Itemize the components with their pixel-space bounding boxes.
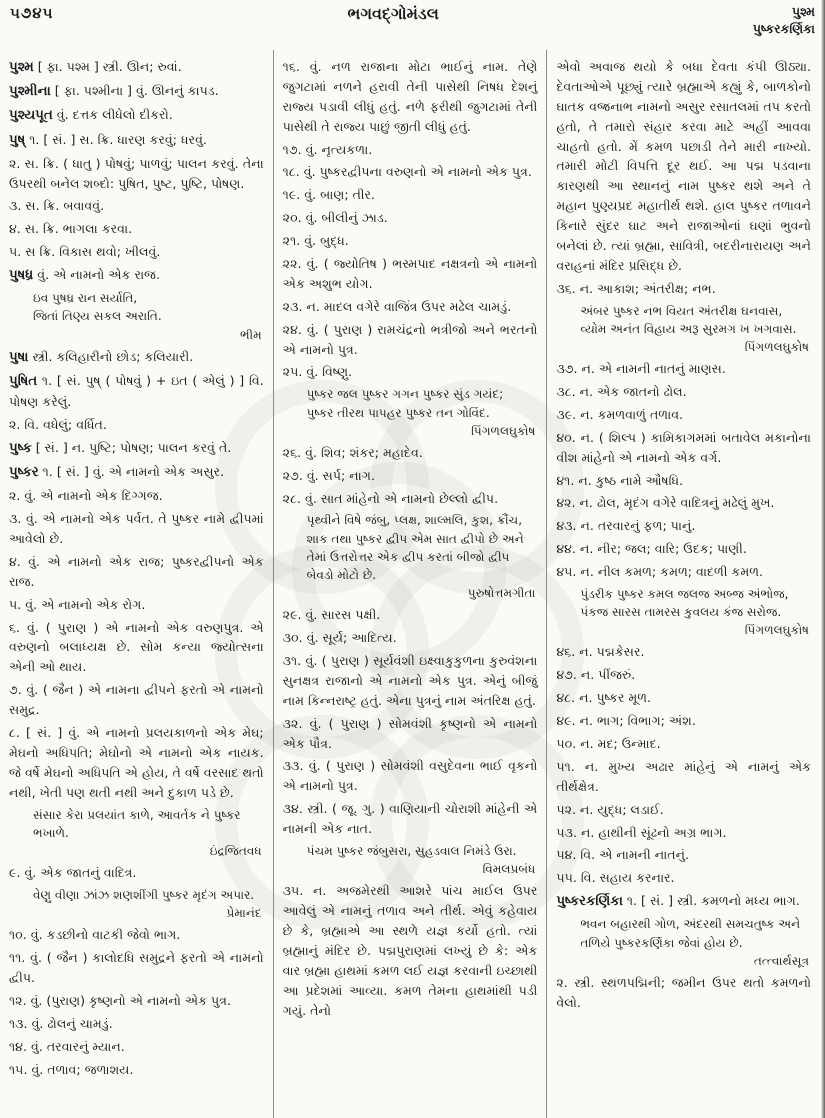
sense-item: ૫. વું. એ નામનો એક રોગ. <box>9 596 146 612</box>
column-1 <box>0 50 273 1118</box>
sense-item: ૧૧. વું. ( જૈન ) કાલોદધિ સમુદ્રને ફરતો એ નામનો દ્વીપ. <box>9 950 264 985</box>
guide-word-last: પુષ્કરકર્ણિકા <box>752 20 815 36</box>
scan-edge-shadow <box>821 0 825 1118</box>
sense-item: ૨૫. વું. વિષ્ણુ. <box>282 364 353 380</box>
sense-item: ૨૯. વું. સારસ પક્ષી. <box>282 607 381 623</box>
verse-attribution: પ્રેમાનંદ <box>226 906 262 921</box>
verse-quote <box>9 806 264 860</box>
sense-item: ૧૬. વું. નળ રાજાના મોટા ભાઈનું નામ. તેણે જુગટામાં નળને હરાવી તેની પાસેથી નિષધ દેશનું રાજ્ય પડાવી લીધું હતું. નળે ફરીથી જુગટામાં તેની પાસેથી તે રાજ્ય પાછું જીતી લીધું હતું. <box>282 59 538 134</box>
sense-item: ૧૨. વું. (પુરાણ) કૃષ્ણનો એ નામનો એક પુત્ર. <box>9 992 231 1008</box>
sense-item: ૬. વું. ( પુરાણ ) એ નામનો એક વરુણપુત્ર. એ વરુણનો બલાધ્યક્ષ છે. સોમ કન્યા જ્યોત્સના એની ઓ થાય. <box>9 619 264 675</box>
verse-quote <box>556 302 811 356</box>
entry-body: ૧. [ સં. ] વું. એ નામનો એક અસુર. <box>42 464 225 480</box>
dictionary-entry <box>9 371 264 412</box>
entry-body: વું. એ નામનો એક રાજ. <box>37 267 160 283</box>
headword: પુશ્મીના <box>9 84 51 100</box>
dictionary-entry <box>556 891 811 912</box>
sense-item: ૧૫. વું. તળાવ; જળાશય. <box>9 1061 134 1077</box>
dictionary-entry <box>9 462 264 483</box>
sense-item: ૪૧. ન. કુષ્ઠ નામે ઔષધિ. <box>556 472 684 488</box>
sense-item: ૪. સ. ક્રિ. ભાગલા કરવા. <box>9 221 133 237</box>
sense-item: ૪૬. ન. પદ્મકેસર. <box>556 644 645 660</box>
sense-item: ૧૭. વું. નૃત્યકળા. <box>282 141 373 157</box>
verse-line: અંબર પુષ્કર નભ વિયત અંતરીક્ષ ઘનવાસ, <box>580 303 783 318</box>
verse-quote <box>9 886 264 922</box>
page-number: ૫૭૪૫ <box>10 4 54 22</box>
sense-item: ૨૮. વું. સાત માંહેનો એ નામનો છેલ્લો દ્વીપ. <box>282 490 499 506</box>
dictionary-entry <box>9 130 264 151</box>
verse-line: પૃથ્વીને વિષે જંબુ, પ્લક્ષ, શાલ્મલિ, કુશ, ક્રૌંચ, શાક તથા પુષ્કર દ્વીપ એમ સાત દ્વીપો છે અને તેમાં ઉત્તરોત્તર એક દ્વીપ કરતાં બીજો દ્વીપ બેવડો મોટો છે. <box>306 513 524 582</box>
guide-word-first: પુશ્મ <box>791 4 815 19</box>
sense-item: ૩૮. ન. એક જાતનો ઢોલ. <box>556 384 687 399</box>
sense-item: ૪૪. ન. નીર; જલ; વારિ; ઉદક; પાણી. <box>556 541 747 557</box>
sense-item: ૫૨. ન. યુદ્ધ; લડાઈ. <box>556 801 664 817</box>
entry-body: ૧. [ સં. ] સ્ત્રી. કમળનો મધ્ય ભાગ. <box>626 893 800 909</box>
verse-line: પુષ્કર જલ પુષ્કર ગગન પુષ્કર સુંડ ગયંદ; <box>306 387 504 402</box>
verse-line: જિતાં તિણ્ય સકલ અરાતિ. <box>33 309 162 324</box>
headword: પુષ્ <box>9 132 26 148</box>
sense-item: ૩૨. વું. ( પુરાણ ) સોમવંશી કૃષ્ણનો એ નામનો એક પૌત્ર. <box>282 715 538 751</box>
sense-item: ૩. સ. ક્રિ. બવાવવું. <box>9 198 105 214</box>
sense-item: ૧૮. વું. પુષ્કરદ્વીપના વરુણનો એ નામનો એક પુત્ર. <box>282 164 532 180</box>
sense-item: ૨૦. વું. બીલીનું ઝાડ. <box>282 210 388 226</box>
sense-item: ૪૮. ન. પુષ્કર મૂળ. <box>556 690 652 706</box>
sense-item: ૩૭. ન. એ નામની નાતનું માણસ. <box>556 361 726 377</box>
sense-item: ૫૧. ન. મુખ્ય અઢાર માંહેનું એ નામનું એક તીર્થક્ષેત્ર. <box>556 758 812 794</box>
sense-item: ૪૨. ન. ઢોલ, મૃદંગ વગેરે વાદિત્રનું મઢેલું મુખ. <box>556 495 775 511</box>
sense-item: ૨. સ. ક્રિ. ( ધાતુ ) પોષવું; પાળવું; પાલન કરવું. તેના ઉપરથી બનેલ શબ્દો: પુષિત, પુષ્ટ, પુષ્ટિ, પોષણ. <box>9 155 264 191</box>
headword: પુષધ્ર <box>9 268 34 284</box>
sense-item: ૩૪. સ્ત્રી. ( જૂ. ગુ. ) વાણિયાની ચોરાશી માંહેની એ નામની એક નાત. <box>282 801 538 837</box>
headword: પુષિત <box>9 373 38 389</box>
continued-text: એવો અવાજ થયો કે બધા દેવતા કંપી ઊઠ્યા. દેવતાઓએ પૂછ્યું ત્યારે બ્રહ્માએ કહ્યું કે, બાળકોનો ઘાતક વજ્રનાભ નામનો અસુર રસાતલમાં તપ કરતો હતો, તે તમારો સંહાર કરવા માટે અહીં આવવા ચાહતો હતો. મેં કમળ પછાડી તેને મારી નાખ્યો. તમારી મોટી વિપત્તિ દૂર થઈ. આ પદ્મ પડવાના કારણથી આ સ્થાનનું નામ પુષ્કર થશે અને તે મહાન પુણ્યપ્રદ મહાતીર્થ થશે. હાલ પુષ્કર તળાવને કિનારે સુંદર ઘાટ અને રાજાઓનાં ઘણાં ભુવનો બનેલાં છે. ત્યાં બ્રહ્મા, સાવિત્રી, બદરીનારાયણ અને વરાહનાં મંદિર પ્રસિદ્ધ છે. <box>556 59 812 273</box>
entry-body: વું. દત્તક લીધેલો દીકરો. <box>56 107 173 123</box>
sense-item: ૨૬. વું. શિવ; શંકર; મહાદેવ. <box>282 444 423 460</box>
verse-attribution: વિમલપ્રબંધ <box>482 862 536 877</box>
verse-quote <box>9 289 264 343</box>
sense-item: ૪૩. ન. તરવારનું ફળ; પાનું. <box>556 518 696 534</box>
sense-item: ૩. વું. એ નામનો એક પર્વત. તે પુષ્કર નામે દ્વીપમાં આવેલો છે. <box>9 511 264 546</box>
sense-item: ૨૩. ન. માદલ વગેરે વાજિંત્ર ઉપર મઢેલ ચામડું. <box>282 298 512 314</box>
sense-item: ૩૦. વું. સૂર્ય; આદિત્ય. <box>282 630 397 646</box>
headword: પુશ્યપૂત <box>9 108 53 124</box>
entry-body: સ્ત્રી. કલિહારીનો છોડ; કલિયારી. <box>32 348 194 364</box>
verse-line: ઇવ પુષધ્ર રાન સર્યાતિ, <box>33 291 138 306</box>
verse-line: વ્યોમ અનંત વિહાય અરૂ સુરમગ ખ ખગવાસ. <box>580 321 797 336</box>
sense-item: ૨૭. વું. સર્પ; નાગ. <box>282 467 375 483</box>
dictionary-entry <box>9 105 264 126</box>
sense-item: ૪. વું. એ નામનો એક રાજ; પુષ્કરદ્વીપનો એક રાજ. <box>9 553 264 589</box>
verse-line: સંસાર કેરા પ્રલયાંત કાળે, આવર્તક ને પુષ્કર ભખાળે. <box>33 807 241 840</box>
sense-item: ૫૩. ન. હાથીની સૂંઢનો અગ્ર ભાગ. <box>556 824 727 840</box>
sense-item: ૨. વિ. વધેલું; વર્ધિત. <box>9 416 107 432</box>
verse-attribution: ઇંદ્રજિતવધ <box>209 843 262 858</box>
sense-item: ૫૦. ન. મદ; ઉન્માદ. <box>556 736 661 751</box>
entry-body: [ ફા. પશ્મ ] સ્ત્રી. ઊન; રુવાં. <box>37 59 182 74</box>
verse-attribution: પિંગળલઘુકોષ <box>744 339 810 354</box>
sense-item: ૭. વું. ( જૈન ) એ નામના દ્વીપને ફરતો એ નામનો સમુદ્ર. <box>9 682 264 718</box>
sense-item: ૮. [ સં. ] વું. એ નામનો પ્રલયકાળનો એક મેઘ; મેઘનો અધિપતિ; મેઘોનો એ નામનો એક નાયક. જે વર્ષે મેઘનો અધિપતિ એ હોય, તે વર્ષે વરસાદ થતો નથી, ખેતી પણ થતી નથી અને દુકાળ પડે છે. <box>9 725 264 800</box>
sense-item: ૩૬. ન. આકાશ; અંતરીક્ષ; નભ. <box>556 280 716 296</box>
entry-body: [ સં. ] ન. પુષ્ટિ; પોષણ; પાલન કરવું તે. <box>35 439 232 455</box>
sense-item: ૧૪. વું. તરવારનું મ્યાન. <box>9 1038 125 1054</box>
dictionary-entry <box>9 347 264 368</box>
verse-attribution: પિંગળલઘુકોષ <box>471 423 536 438</box>
entry-body: [ ફા. પશ્મીના ] વું. ઊનનું કાપડ. <box>54 83 219 99</box>
sense-item: ૯. વું. એક જાતનું વાદિત્ર. <box>9 864 137 880</box>
entry-body: ૧. [ સં. ] સ. ક્રિ. ધારણ કરવું; ધરવું. <box>29 131 207 147</box>
dictionary-entry <box>9 81 264 102</box>
sense-item: ૧૯. વું. બાણ; તીર. <box>282 187 376 203</box>
book-title: ભગવદ્ગોમંડલ <box>347 4 439 23</box>
entry-body: ૧. [ સં. પુષ્ ( પોષવું ) + ઇત ( એલું ) ] વિ. પોષણ કરેલું. <box>9 372 264 410</box>
sense-item: ૩૩. વું. ( પુરાણ ) સોમવંશી વસુદેવના ભાઈ વૃકનો એ નામનો પુત્ર. <box>282 758 538 794</box>
verse-quote <box>556 915 811 969</box>
verse-line: પુષ્કર તીરથ પાપહર પુષ્કર તન ગોવિંદ. <box>306 405 490 420</box>
column-3 <box>546 50 820 1118</box>
headword: પુષ્ક <box>9 440 32 456</box>
sense-item: ૨૪. વું. ( પુરાણ ) રામચંદ્રનો ભત્રીજો અને ભરતનો એ નામનો પુત્ર. <box>282 321 538 357</box>
verse-quote <box>556 585 811 639</box>
sense-item: ૨૧. વું. બુદ્ધ. <box>282 233 349 249</box>
column-2 <box>273 50 547 1118</box>
sense-item: ૪૦. ન. ( શિલ્પ ) કામિકાગમમાં બતાવેલ મકાનોના વીશ માંહેનો એ નામનો એક વર્ગ. <box>556 429 812 465</box>
verse-quote <box>283 511 538 602</box>
verse-attribution: પુરુષોત્તમગીતા <box>467 586 536 601</box>
headword: પુષ્કર <box>9 465 39 481</box>
dictionary-entry <box>9 438 264 459</box>
verse-line: પુંડરીક પુષ્કર કમલ જલજ અબ્જ અંભોજ, <box>580 587 789 602</box>
sense-item: ૩૫. ન. અજમેરથી આશરે પાંચ માઈલ ઉપર આવેલું એ નામનું તળાવ અને તીર્થ. એવું કહેવાય છે કે, બ્રહ્માએ આ સ્થળે યજ્ઞ કર્યો હતો. ત્યાં બ્રહ્માનું મંદિર છે. પદ્મપુરાણમાં લખ્યું છે કે: એક વાર બ્રહ્મા હાથમાં કમળ લઈ યજ્ઞ કરવાની ઇચ્છાથી આ પ્રદેશમાં આવ્યા. કમળ તેમના હાથમાંથી પડી ગયું. તેનો <box>282 883 538 1018</box>
verse-quote <box>283 385 538 439</box>
verse-quote <box>283 842 538 878</box>
sense-item: ૨૨. વું. ( જ્યોતિષ ) ભસ્મપાદ નક્ષત્રનો એ નામનો એક અશુભ યોગ. <box>282 256 538 291</box>
verse-attribution: ભીમ <box>239 327 262 342</box>
headword: પુષા <box>9 349 29 365</box>
verse-line: પંકજ સારસ તામરસ કુવલય કંજ સરોજ. <box>580 605 782 620</box>
sense-item: ૧૦. વું. કડછીનો વાટકી જેવો ભાગ. <box>9 927 181 943</box>
text-columns <box>0 50 820 1118</box>
dictionary-entry <box>9 265 264 286</box>
sense-item: ૩૯. ન. કમળવાળું તળાવ. <box>556 406 684 422</box>
sense-item: ૧૩. વું. ઢોલનું ચામડું. <box>9 1015 113 1031</box>
verse-line: વેણુ વીણા ઝાંઝ શણશીંગી પુષ્કર મૃદંગ અપાર. <box>33 887 255 902</box>
sense-item: ૨. સ્ત્રી. સ્થળપદ્મિની; જમીન ઉપર થતો કમળનો વેલો. <box>556 974 812 1010</box>
page-header <box>0 4 825 38</box>
verse-line: પંચમ પુષ્કર જંબુસરા, સુહડવાલ નિમંડે ઉરા. <box>306 843 517 858</box>
sense-item: ૪૯. ન. ભાગ; વિભાગ; અંશ. <box>556 713 696 729</box>
headword: પુષ્કરકર્ણિકા <box>556 894 623 910</box>
sense-item: ૫૪. વિ. એ નામની નાતનું. <box>556 847 689 863</box>
verse-line: ભવન બહારથી ગોળ, અંદરથી સમચતુષ્ક અને તળિયે પુષ્કરકર્ણિકા જેવાં હોય છે. <box>580 917 801 950</box>
dictionary-entry <box>9 57 264 78</box>
guide-words <box>753 4 815 38</box>
sense-item: ૪૫. ન. નીલ કમળ; કમળ; વાદળી કમળ. <box>556 564 764 580</box>
verse-attribution: તત્ત્વાર્થસૂત્ર <box>753 953 810 968</box>
sense-item: ૨. વું. એ નામનો એક દિગ્ગજ. <box>9 488 163 504</box>
sense-item: ૫૫. વિ. સહાય કરનાર. <box>556 870 675 886</box>
sense-item: ૩૧. વું. ( પુરાણ ) સૂર્યવંશી ઇક્ષ્વાકુકુળના કુરુવંશના સુનક્ષત્ર રાજાનો એ નામનો એક પુત્ર. એનું બીજું નામ કિન્નરાષ્ટ્ર હતું. એના પુત્રનું નામ અંતરિક્ષ હતું. <box>282 652 538 708</box>
sense-item: ૪૭. ન. પીંજરું. <box>556 667 636 683</box>
verse-attribution: પિંગળલઘુકોષ <box>744 623 810 638</box>
sense-item: ૫. સ ક્રિ. વિકાસ થવો; ખીલવું. <box>9 244 161 260</box>
headword: પુશ્મ <box>9 60 34 75</box>
